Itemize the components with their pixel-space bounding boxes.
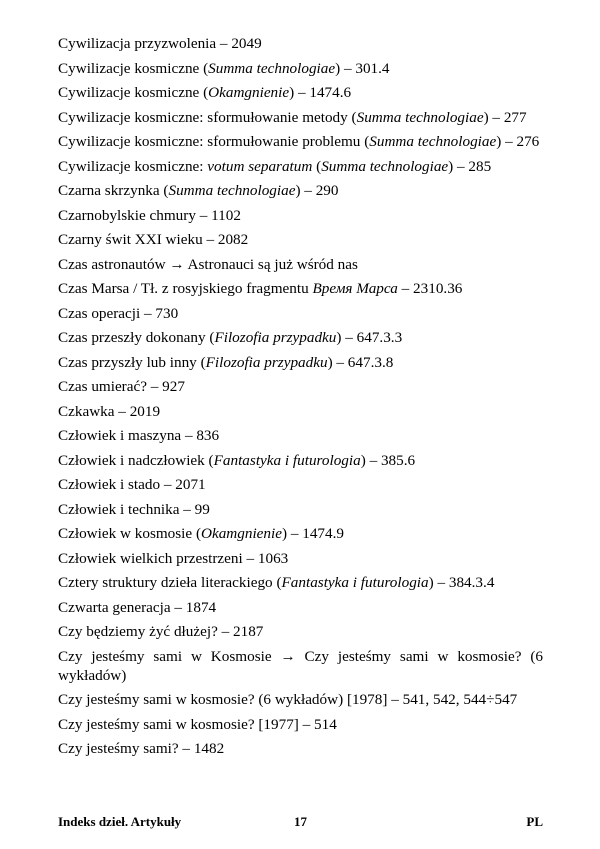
entry-text: ) – 1474.9 <box>281 525 344 542</box>
index-entry <box>58 34 543 53</box>
entry-italic-title: Filozofia przypadku <box>214 329 337 346</box>
entry-text: ) – 384.3.4 <box>428 574 495 591</box>
index-entry <box>58 475 543 494</box>
index-entry <box>58 157 543 176</box>
entry-italic-title: votum separatum <box>207 157 313 175</box>
index-entry <box>58 549 543 568</box>
index-entry <box>58 451 543 470</box>
page-number: 17 <box>294 814 307 829</box>
entry-italic-title: Время Марса <box>312 280 398 297</box>
index-entry <box>58 328 543 347</box>
entry-text: Czas operacji – 730 <box>58 304 179 322</box>
index-entry <box>58 500 543 519</box>
entry-text: – 2310.36 <box>397 280 463 297</box>
entry-italic-title: Fantastyka i futurologia <box>213 451 361 469</box>
index-entry <box>58 206 543 225</box>
entry-text: Człowiek i maszyna – 836 <box>58 427 220 444</box>
index-entry <box>58 181 543 200</box>
page-footer <box>58 814 543 830</box>
entry-text: Czas przyszły lub inny ( <box>58 353 206 371</box>
entry-text: Cztery struktury dzieła literackiego ( <box>58 574 282 591</box>
entry-text: ) – 301.4 <box>335 59 390 77</box>
index-entry <box>58 108 543 127</box>
entry-text: Człowiek wielkich przestrzeni – 1063 <box>58 549 289 567</box>
entry-text: Czarnobylskie chmury – 1102 <box>58 206 241 224</box>
entry-text: Człowiek w kosmosie ( <box>58 525 201 542</box>
entry-text: Czy będziemy żyć dłużej? – 2187 <box>58 623 264 640</box>
entry-text: Czas Marsa / Tł. z rosyjskiego fragmentu <box>58 280 313 297</box>
entry-text: Cywilizacje kosmiczne: sformułowanie metody ( <box>58 108 357 126</box>
entry-text: ) – 1474.6 <box>289 84 352 101</box>
footer-language-code: PL <box>526 814 543 829</box>
entry-text: ) – 647.3.8 <box>327 353 394 371</box>
entry-text: Cywilizacja przyzwolenia – 2049 <box>58 35 262 52</box>
entry-text: ) – 385.6 <box>360 451 416 469</box>
index-entry-list <box>58 34 543 764</box>
index-entry <box>58 353 543 372</box>
index-entry <box>58 524 543 543</box>
index-entry <box>58 377 543 396</box>
index-entry <box>58 622 543 641</box>
entry-text: Czy jesteśmy sami? – 1482 <box>58 740 225 757</box>
entry-text: Czarna skrzynka ( <box>58 182 169 199</box>
entry-italic-title: Summa technologiae <box>356 108 484 126</box>
entry-italic-title: Summa technologiae <box>369 133 497 150</box>
index-entry <box>58 647 543 685</box>
index-entry <box>58 402 543 421</box>
entry-text: ) – 276 <box>496 133 540 150</box>
entry-text: Czy jesteśmy sami w kosmosie? (6 wykładów) [1978] – 541, 542, 544÷547 <box>58 691 518 708</box>
entry-text: Czarny świt XXI wieku – 2082 <box>58 231 249 248</box>
footer-section-title: Indeks dzieł. Artykuły <box>58 814 182 829</box>
entry-text: Czas astronautów → Astronauci są już wśród nas <box>58 255 358 273</box>
index-entry <box>58 598 543 617</box>
entry-text: ) – 647.3.3 <box>336 329 403 346</box>
entry-text: Cywilizacje kosmiczne: <box>58 157 208 175</box>
entry-italic-title: Summa technologiae <box>321 157 449 175</box>
index-entry <box>58 690 543 709</box>
index-entry <box>58 132 543 151</box>
index-entry <box>58 83 543 102</box>
entry-text: Czy jesteśmy sami w Kosmosie → Czy jesteśmy sami w kosmosie? (6 wykładów) <box>58 647 543 684</box>
entry-italic-title: Okamgnienie <box>201 525 282 542</box>
index-entry <box>58 230 543 249</box>
index-entry <box>58 573 543 592</box>
index-entry <box>58 304 543 323</box>
entry-text: ) – 285 <box>448 157 492 175</box>
index-entry <box>58 426 543 445</box>
entry-italic-title: Okamgnienie <box>208 84 290 101</box>
entry-italic-title: Fantastyka i futurologia <box>281 574 429 591</box>
index-entry <box>58 279 543 298</box>
entry-text: Cywilizacje kosmiczne: sformułowanie problemu ( <box>58 133 370 150</box>
entry-italic-title: Filozofia przypadku <box>205 353 328 371</box>
entry-text: Człowiek i stado – 2071 <box>58 476 206 493</box>
entry-text: Człowiek i technika – 99 <box>58 500 210 518</box>
entry-italic-title: Summa technologiae <box>208 59 336 77</box>
entry-text: ) – 277 <box>483 108 527 126</box>
entry-text: ) – 290 <box>295 182 339 199</box>
entry-text: Człowiek i nadczłowiek ( <box>58 451 214 469</box>
entry-text: Czas umierać? – 927 <box>58 378 185 395</box>
entry-text: Czwarta generacja – 1874 <box>58 598 217 616</box>
entry-text: Cywilizacje kosmiczne ( <box>58 84 209 101</box>
entry-text: Cywilizacje kosmiczne ( <box>58 59 209 77</box>
index-entry <box>58 59 543 78</box>
entry-italic-title: Summa technologiae <box>168 182 296 199</box>
index-entry <box>58 739 543 758</box>
entry-text: Czas przeszły dokonany ( <box>58 329 215 346</box>
entry-text: Czy jesteśmy sami w kosmosie? [1977] – 514 <box>58 715 337 733</box>
entry-text: Czkawka – 2019 <box>58 402 161 420</box>
entry-text: ( <box>312 157 322 175</box>
index-entry <box>58 715 543 734</box>
index-entry <box>58 255 543 274</box>
